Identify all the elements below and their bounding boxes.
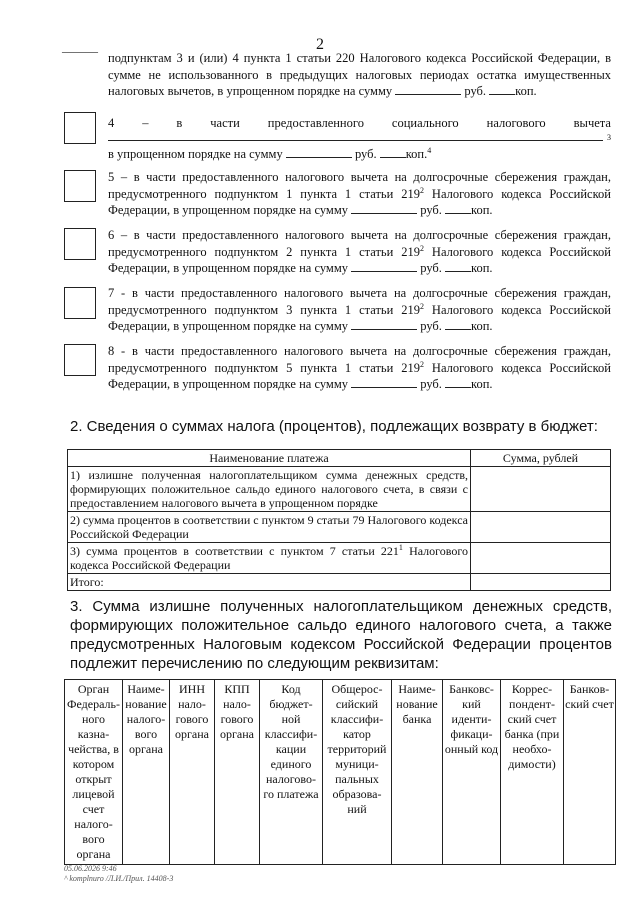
table-row xyxy=(68,512,611,543)
item-7-text xyxy=(108,285,611,335)
table-row xyxy=(68,467,611,512)
item-6-kop-blank[interactable] xyxy=(445,260,471,272)
row-label xyxy=(68,574,471,591)
footnote-4: 4 xyxy=(427,145,432,155)
item-6-rub-blank[interactable] xyxy=(351,260,417,272)
page-number: 2 xyxy=(316,36,324,53)
item-5-kop-blank[interactable] xyxy=(445,202,471,214)
table-row-total xyxy=(68,574,611,591)
item-6-text xyxy=(108,227,611,277)
kop-label: коп. xyxy=(405,146,428,161)
kop-label: коп. xyxy=(471,377,493,391)
table-header-row xyxy=(68,450,611,467)
col-correspondent-account: Коррес-пондент-ский счет банка (при необхо-димости) xyxy=(501,680,564,865)
superscript: 1 xyxy=(398,543,403,552)
kop-label: коп. xyxy=(471,319,493,333)
payments-table xyxy=(67,449,611,591)
item-tail: Налогового кодекса Российской Федерации, в упрощенном порядке на сумму xyxy=(108,244,611,275)
item-7-kop-blank[interactable] xyxy=(445,318,471,330)
col-kbk: Код бюджет-ной классифи-кации единого налогово-го платежа xyxy=(260,680,323,865)
item-5-text xyxy=(108,169,611,219)
item-8-text xyxy=(108,343,611,393)
checkbox-item-4[interactable] xyxy=(64,112,96,144)
item-5-rub-blank[interactable] xyxy=(351,202,417,214)
rub-label: руб. xyxy=(420,261,442,275)
sum-kop-blank[interactable] xyxy=(489,83,515,95)
row-text: 3) сумма процентов в соответствии с пунктом 7 статьи 221 xyxy=(70,544,399,558)
col-oktmo: Общерос-сийский классифи-катор территорий муници-пальных образова-ний xyxy=(323,680,392,865)
rub-label: руб. xyxy=(420,377,442,391)
rub-label: руб. xyxy=(354,146,377,161)
item-4-word: в xyxy=(176,116,183,130)
item-tail: Налогового кодекса Российской Федерации, в упрощенном порядке на сумму xyxy=(108,186,611,217)
row-text: 2) сумма процентов в соответствии с пунктом 9 статьи 79 Налогового кодекса Российской Федерации xyxy=(70,513,468,541)
rub-label: руб. xyxy=(464,84,487,98)
item-4-dash: – xyxy=(142,116,149,130)
rub-label: руб. xyxy=(420,319,442,333)
intro-paragraph xyxy=(108,50,611,100)
row-label xyxy=(68,512,471,543)
item-text: 8 - в части предоставленного налогового вычета на долгосрочные сбережения граждан, предусмотренного подпунктом 5 пункта 1 статьи 219 xyxy=(108,344,611,375)
table-row xyxy=(68,543,611,574)
item-4-line2: в упрощенном порядке на сумму xyxy=(108,146,283,161)
rub-label: руб. xyxy=(420,203,442,217)
item-4-rub-blank[interactable] xyxy=(286,146,352,158)
col-bank-name: Наиме-нование банка xyxy=(392,680,443,865)
item-4-word: части xyxy=(210,116,240,130)
item-4-word: налогового xyxy=(486,116,546,130)
col-tax-authority-name: Наиме-нование налого-вого органа xyxy=(123,680,170,865)
intro-text: подпунктам 3 и (или) 4 пункта 1 статьи 220 Налогового кодекса Российской Федерации, в сумме не использованного в предыдущих налоговых периодах остатка имущественных налоговых вычетов, в упрощенном порядке на сумму xyxy=(108,51,611,98)
item-4-num: 4 xyxy=(108,116,115,130)
section-3-title: 3. Сумма излишне полученных налогоплательщиком денежных средств, формирующих положительное сальдо единого налогового счета, а также предусмотренных Налоговым кодексом Российской Федерации процентов подлежит перечислению по следующим реквизитам: xyxy=(70,598,612,672)
col-bank-account: Банков-ский счет xyxy=(564,680,616,865)
superscript: 2 xyxy=(420,185,424,195)
col-header-sum: Сумма, рублей xyxy=(471,450,611,467)
footer-code: ^ komplnuro /Л.И./Прил. 14408-3 xyxy=(64,874,174,883)
row-tail: Налогового кодекса Российской Федерации xyxy=(70,544,469,572)
sum-rub-blank[interactable] xyxy=(395,83,461,95)
superscript: 2 xyxy=(420,301,424,311)
item-text: 5 – в части предоставленного налогового вычета на долгосрочные сбережения граждан, предусмотренного подпунктом 1 пункта 1 статьи 219 xyxy=(108,170,611,201)
requisites-header-row xyxy=(65,680,616,865)
row-label xyxy=(68,543,471,574)
sum-cell[interactable] xyxy=(471,512,611,543)
col-header-name: Наименование платежа xyxy=(68,450,471,467)
sum-cell[interactable] xyxy=(471,467,611,512)
col-treasury-body: Орган Федераль-ного казна-чейства, в котором открыт лицевой счет налого-вого органа xyxy=(65,680,123,865)
item-text: 6 – в части предоставленного налогового вычета на долгосрочные сбережения граждан, предусмотренного подпунктом 2 пункта 1 статьи 219 xyxy=(108,228,611,259)
col-kpp: КПП нало-гового органа xyxy=(215,680,260,865)
item-tail: Налогового кодекса Российской Федерации, в упрощенном порядке на сумму xyxy=(108,302,611,333)
superscript: 2 xyxy=(420,243,424,253)
kop-label: коп. xyxy=(471,261,493,275)
section-2-title: 2. Сведения о суммах налога (процентов), подлежащих возврату в бюджет: xyxy=(70,418,598,435)
item-4-word: предоставленного xyxy=(267,116,364,130)
total-sum-cell[interactable] xyxy=(471,574,611,591)
item-8-kop-blank[interactable] xyxy=(445,376,471,388)
row-label xyxy=(68,467,471,512)
sum-cell[interactable] xyxy=(471,543,611,574)
item-8-rub-blank[interactable] xyxy=(351,376,417,388)
checkbox-item-6[interactable] xyxy=(64,228,96,260)
checkbox-item-5[interactable] xyxy=(64,170,96,202)
item-7-rub-blank[interactable] xyxy=(351,318,417,330)
item-4-kop-blank[interactable] xyxy=(380,146,406,158)
row-text: 1) излишне полученная налогоплательщиком сумма денежных средств, формирующих положительное сальдо единого налогового счета, в связи с предоставлением налогового вычета в упрощенном порядке xyxy=(70,468,468,510)
lead-dash: ——— xyxy=(62,44,98,58)
checkbox-item-7[interactable] xyxy=(64,287,96,319)
footer-stamp xyxy=(64,864,173,884)
footer-date: 05.06.2026 9:46 xyxy=(64,864,117,873)
col-inn: ИНН нало-гового органа xyxy=(170,680,215,865)
col-bik: Банковс-кий иденти-фикаци-онный код xyxy=(443,680,501,865)
item-tail: Налогового кодекса Российской Федерации, в упрощенном порядке на сумму xyxy=(108,360,611,391)
requisites-table xyxy=(64,679,616,865)
superscript: 2 xyxy=(420,359,424,369)
item-4-word: социального xyxy=(391,116,459,130)
kop-label: коп. xyxy=(515,84,537,98)
item-text: 7 - в части предоставленного налогового вычета на долгосрочные сбережения граждан, предусмотренного подпунктом 3 пункта 1 статьи 219 xyxy=(108,286,611,317)
checkbox-item-8[interactable] xyxy=(64,344,96,376)
total-label: Итого: xyxy=(70,575,104,589)
item-4-text: 4 – в части предоставленного социального налогового вычета 3 в упрощенном порядке на сумму руб. коп.$^4$ xyxy=(108,116,611,161)
kop-label: коп. xyxy=(471,203,493,217)
item-4-blank-line[interactable] xyxy=(108,140,603,141)
item-4-word: вычета xyxy=(573,116,611,130)
